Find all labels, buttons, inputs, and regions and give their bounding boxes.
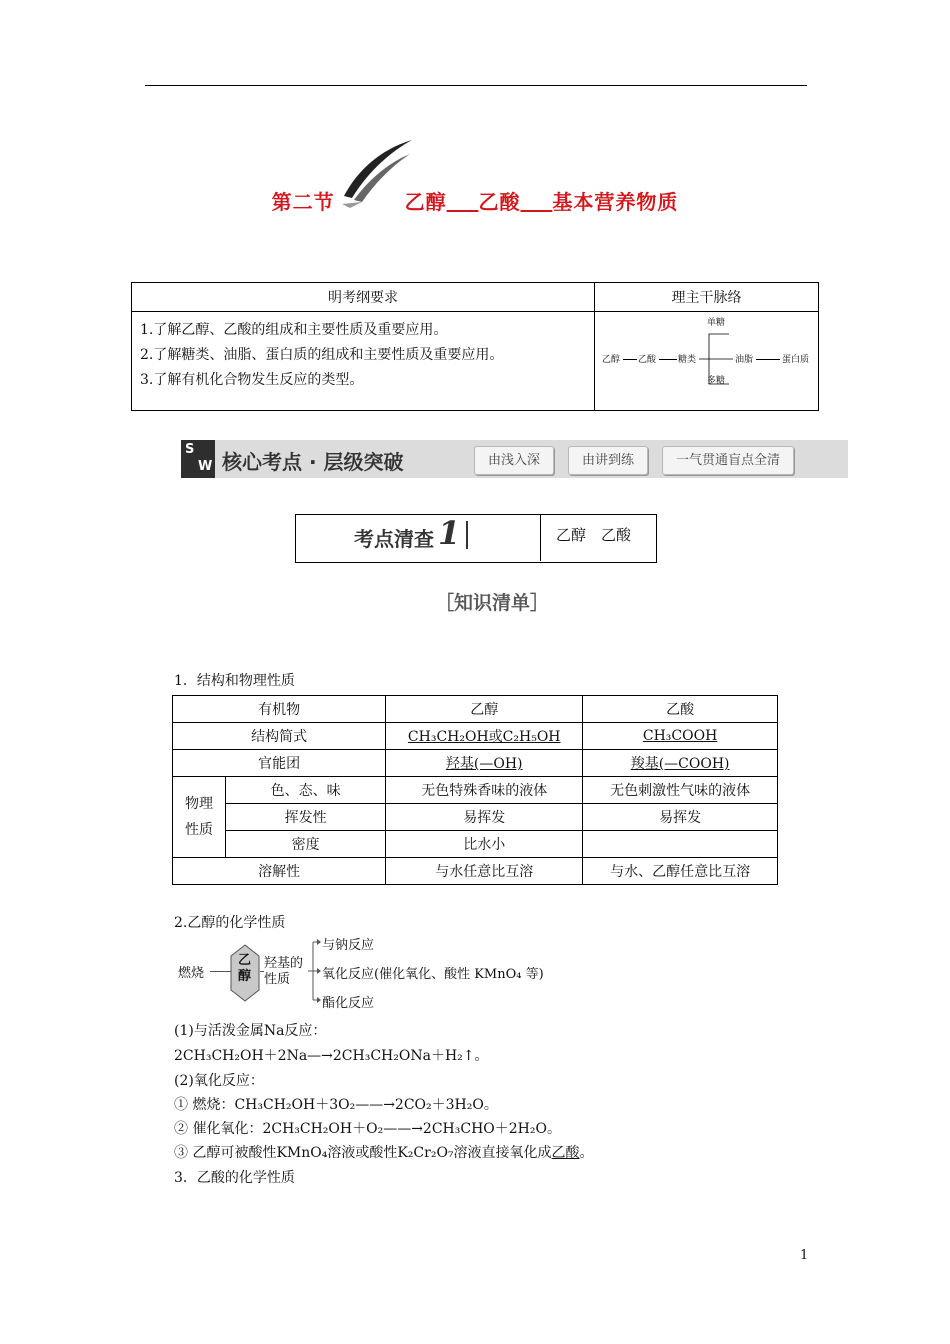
table-cell: 比水小: [386, 831, 583, 858]
table-header: 乙酸: [583, 696, 778, 723]
table-cell: 易挥发: [386, 804, 583, 831]
sw-logo: S W: [181, 440, 215, 478]
row-label: 结构简式: [173, 723, 386, 750]
row-label: 挥发性: [226, 804, 386, 831]
outline-node: 乙酸: [638, 355, 657, 365]
table-cell: 无色特殊香味的液体: [386, 777, 583, 804]
outline-node: 乙醇: [602, 355, 621, 365]
row-label: 色、态、味: [226, 777, 386, 804]
topic-number: 1: [438, 514, 461, 552]
outline-node: 蛋白质: [782, 355, 810, 365]
hexagon-label: 乙醇: [238, 953, 252, 984]
diagram-label: 羟基的性质: [264, 956, 304, 987]
requirements-list: [132, 312, 595, 411]
row-label: 官能团: [173, 750, 386, 777]
title-nutrients: 基本营养物质: [552, 190, 679, 214]
diagram-branch: 与钠反应: [322, 938, 375, 953]
row-label: 溶解性: [173, 858, 386, 885]
table-cell: 羟基(—OH): [386, 750, 583, 777]
table-cell: 羧基(—COOH): [583, 750, 778, 777]
table-cell: 易挥发: [583, 804, 778, 831]
reaction-equation: ② 催化氧化：2CH₃CH₂OH＋O₂——→2CH₃CHO＋2H₂O。: [174, 1121, 561, 1137]
properties-table: [172, 695, 778, 885]
requirements-table: [131, 282, 819, 411]
requirement-item: 1.了解乙醇、乙酸的组成和主要性质及重要应用。: [140, 322, 448, 338]
requirement-item: 2.了解糖类、油脂、蛋白质的组成和主要性质及重要应用。: [140, 347, 504, 363]
table-cell: 与水、乙醇任意比互溶: [583, 858, 778, 885]
outline-node: 油脂: [735, 355, 754, 365]
title-ethanol: 乙醇: [404, 190, 447, 214]
outline-diagram: [595, 312, 819, 411]
banner-title: 核心考点 · 层级突破: [222, 450, 404, 474]
banner-button[interactable]: 由讲到练: [568, 446, 648, 475]
diagram-label: 燃烧: [178, 966, 205, 981]
banner-button[interactable]: 一气贯通盲点全清: [662, 446, 794, 475]
ethanol-property-diagram: [174, 934, 594, 1014]
table-cell: CH₃COOH: [583, 723, 778, 750]
reaction-heading: (1)与活泼金属Na反应：: [174, 1023, 327, 1039]
header-rule: [145, 85, 807, 86]
table-cell: 与水任意比互溶: [386, 858, 583, 885]
reaction-heading: (2)氧化反应：: [174, 1073, 264, 1089]
section-heading: 1．结构和物理性质: [174, 673, 295, 689]
banner-button[interactable]: 由浅入深: [474, 446, 554, 475]
requirements-header: 明考纲要求: [132, 283, 595, 312]
answer-blank: 乙酸: [551, 1145, 580, 1161]
section-heading: 2.乙醇的化学性质: [174, 915, 286, 931]
title-section: 第二节: [271, 190, 335, 214]
outline-node: 单糖: [707, 318, 726, 328]
group-label: 物理性质: [173, 777, 226, 858]
topic-name: 乙醇 乙酸: [556, 526, 632, 544]
table-cell: 无色刺激性气味的液体: [583, 777, 778, 804]
table-cell: CH₃CH₂OH或C₂H₅OH: [386, 723, 583, 750]
page-number: 1: [800, 1248, 809, 1263]
outline-header: 理主干脉络: [595, 283, 819, 312]
knowledge-list-heading: ［知识清单］: [435, 592, 550, 614]
diagram-branch: 氧化反应(催化氧化、酸性 KMnO₄ 等): [322, 967, 544, 982]
reaction-equation: 2CH₃CH₂OH＋2Na—→2CH₃CH₂ONa＋H₂↑。: [174, 1048, 489, 1064]
page-title: [0, 186, 950, 215]
table-header: 乙醇: [386, 696, 583, 723]
diagram-branch: 酯化反应: [322, 996, 375, 1011]
row-label: 密度: [226, 831, 386, 858]
outline-node: 糖类: [678, 355, 697, 365]
reaction-equation: ① 燃烧：CH₃CH₂OH＋3O₂——→2CO₂＋3H₂O。: [174, 1097, 498, 1113]
table-header: 有机物: [173, 696, 386, 723]
table-cell: [583, 831, 778, 858]
section-heading: 3．乙酸的化学性质: [174, 1170, 295, 1186]
topic-divider: [466, 521, 468, 549]
topic-title: 考点清查: [354, 527, 434, 551]
reaction-equation: ③ 乙醇可被酸性KMnO₄溶液或酸性K₂Cr₂O₇溶液直接氧化成乙酸。: [174, 1145, 594, 1161]
requirement-item: 3.了解有机化合物发生反应的类型。: [140, 372, 364, 388]
outline-node: 多糖: [707, 376, 726, 386]
title-acid: 乙酸: [478, 190, 521, 214]
